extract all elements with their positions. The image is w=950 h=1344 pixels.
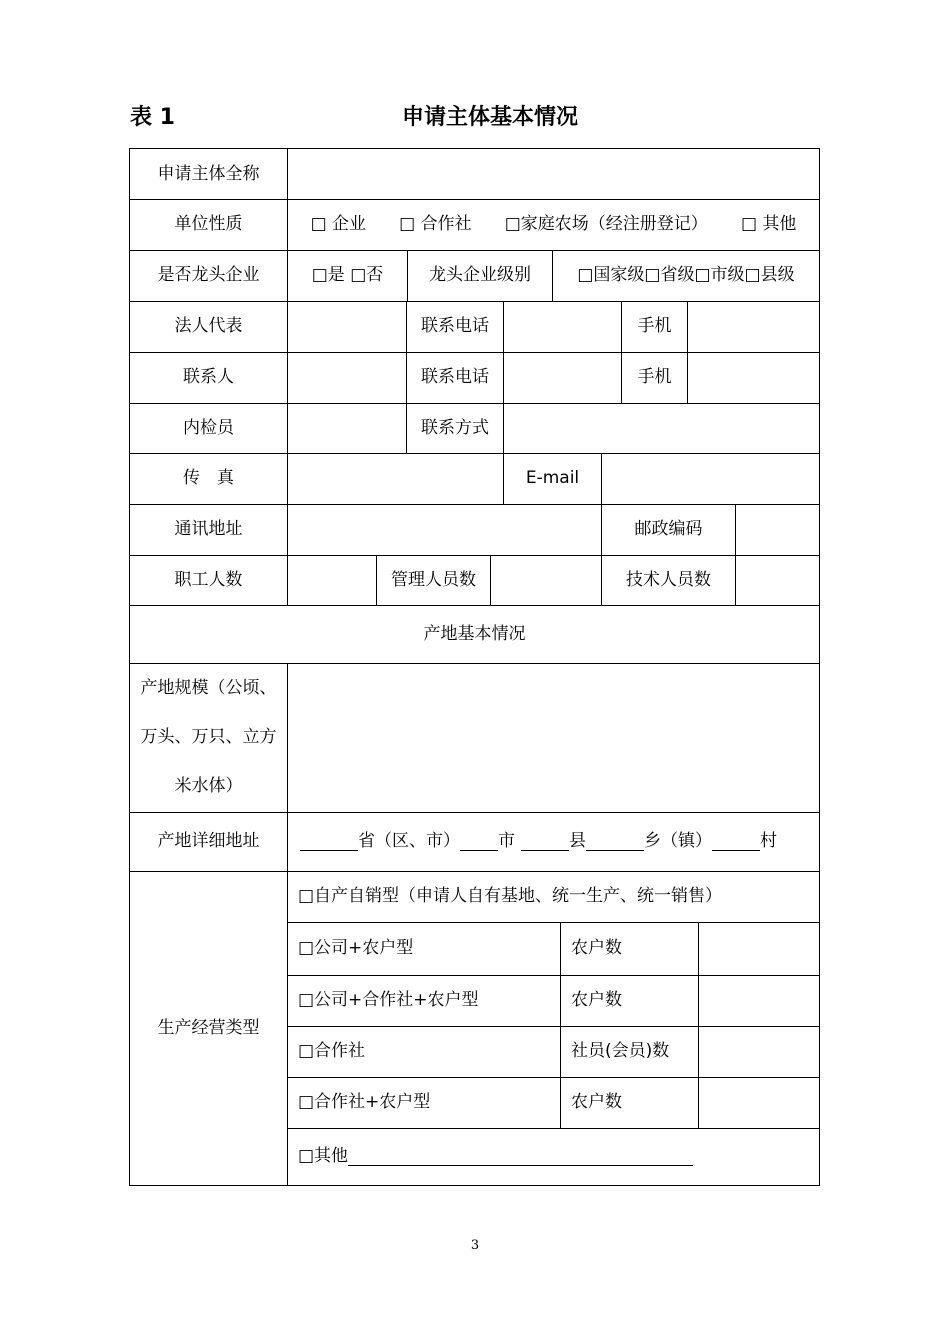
label-farmer-count-3: 农户数 [561, 1077, 699, 1128]
checkbox-coop[interactable]: □合作社 [288, 1026, 561, 1077]
addr-village: 村 [760, 831, 777, 852]
checkbox-enterprise[interactable]: □ 企业 [310, 214, 367, 235]
label-unit-type: 单位性质 [130, 199, 288, 250]
label-contact-mobile: 手机 [622, 352, 688, 403]
input-origin-scale[interactable] [288, 663, 819, 812]
page-number: 3 [470, 1238, 480, 1253]
checkbox-cooperative[interactable]: □ 合作社 [399, 214, 472, 235]
addr-township: 乡（镇） [644, 831, 712, 852]
label-mobile: 手机 [622, 301, 688, 352]
input-legal-rep[interactable] [288, 301, 407, 352]
label-contact-phone: 联系电话 [407, 352, 504, 403]
label-origin-address: 产地详细地址 [130, 812, 288, 871]
label-contact-method: 联系方式 [407, 403, 504, 453]
label-address: 通讯地址 [130, 504, 288, 555]
input-origin-address[interactable] [288, 812, 819, 871]
input-full-name[interactable] [288, 149, 819, 199]
input-managers[interactable] [491, 555, 602, 605]
label-farmer-count-1: 农户数 [561, 922, 699, 975]
label-origin-scale: 产地规模（公顷、万头、万只、立方米水体） [130, 663, 288, 812]
addr-province: 省（区、市） [358, 831, 460, 852]
input-postcode[interactable] [736, 504, 819, 555]
input-farmer-count-2[interactable] [699, 975, 819, 1026]
checkbox-family-farm[interactable]: □家庭农场（经注册登记） [504, 214, 708, 235]
input-email[interactable] [602, 453, 819, 504]
input-other-type[interactable] [348, 1147, 693, 1166]
table-number: 表 1 [130, 105, 175, 130]
input-farmer-count-1[interactable] [699, 922, 819, 975]
input-phone[interactable] [504, 301, 622, 352]
label-tech-staff: 技术人员数 [602, 555, 736, 605]
input-contact-method[interactable] [504, 403, 819, 453]
checkbox-other[interactable]: □ 其他 [740, 214, 797, 235]
checkbox-company-farmer[interactable]: □公司+农户型 [288, 922, 561, 975]
label-managers: 管理人员数 [377, 555, 491, 605]
addr-county: 县 [569, 831, 586, 852]
page-title: 申请主体基本情况 [402, 105, 579, 130]
input-tech-staff[interactable] [736, 555, 819, 605]
application-table [129, 148, 820, 1186]
label-legal-rep: 法人代表 [130, 301, 288, 352]
input-mobile[interactable] [688, 301, 819, 352]
input-farmer-count-3[interactable] [699, 1077, 819, 1128]
label-member-count: 社员(会员)数 [561, 1026, 699, 1077]
label-phone: 联系电话 [407, 301, 504, 352]
label-contact: 联系人 [130, 352, 288, 403]
input-address[interactable] [288, 504, 602, 555]
checkbox-levels[interactable]: □国家级□省级□市级□县级 [577, 265, 795, 286]
input-staff[interactable] [288, 555, 377, 605]
input-contact-phone[interactable] [504, 352, 622, 403]
label-full-name: 申请主体全称 [130, 149, 288, 199]
label-farmer-count-2: 农户数 [561, 975, 699, 1026]
checkbox-coop-farmer[interactable]: □合作社+农户型 [288, 1077, 561, 1128]
label-inspector: 内检员 [130, 403, 288, 453]
label-staff: 职工人数 [130, 555, 288, 605]
checkbox-other-type[interactable]: □其他 [298, 1146, 349, 1167]
section-origin: 产地基本情况 [423, 623, 526, 644]
label-leading: 是否龙头企业 [130, 250, 288, 301]
checkbox-self-produce[interactable]: □自产自销型（申请人自有基地、统一生产、统一销售） [298, 886, 723, 907]
addr-city: 市 [498, 831, 515, 852]
input-contact-mobile[interactable] [688, 352, 819, 403]
input-member-count[interactable] [699, 1026, 819, 1077]
label-postcode: 邮政编码 [602, 504, 736, 555]
checkbox-yes-no[interactable]: □是 □否 [288, 250, 408, 301]
input-contact[interactable] [288, 352, 407, 403]
input-inspector[interactable] [288, 403, 407, 453]
label-prod-type: 生产经营类型 [130, 871, 288, 1185]
label-email: E-mail [504, 453, 602, 504]
label-fax: 传 真 [130, 453, 288, 504]
input-fax[interactable] [288, 453, 504, 504]
label-leading-level: 龙头企业级别 [408, 250, 553, 301]
checkbox-company-coop-farmer[interactable]: □公司+合作社+农户型 [288, 975, 561, 1026]
